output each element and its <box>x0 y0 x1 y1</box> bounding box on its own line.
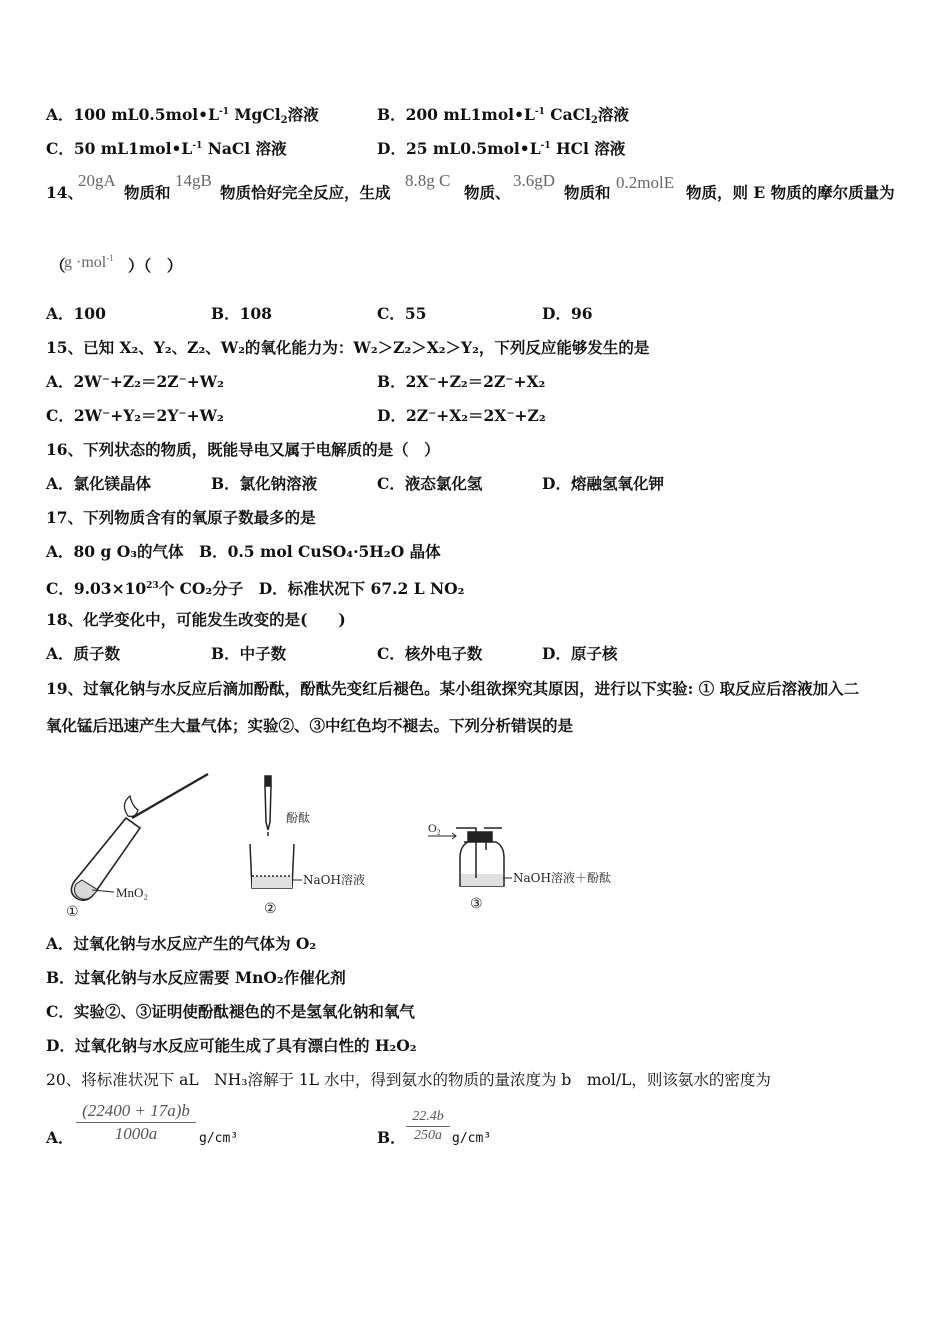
q14-text-4: 物质和 <box>564 183 611 202</box>
q17-options-ab: A．80 g O₃的气体 B．0.5 mol CuSO₄·5H₂O 晶体 <box>46 542 441 561</box>
q20-option-b-label: B． <box>377 1128 406 1147</box>
experiment-2-number: ② <box>264 901 277 917</box>
q18-option-d: D．原子核 <box>542 644 618 663</box>
q13-option-b: B．200 $mL1mol•L^{-1}$ CaCl$_2$溶液 <box>377 105 629 126</box>
q16-option-d: D．熔融氢氧化钾 <box>542 474 664 493</box>
q20-b-denominator: 250a <box>414 1128 442 1143</box>
q13-option-a: A．100 $mL0.5mol•L^{-1}$ MgCl$_2$溶液 <box>46 105 319 126</box>
q14-mass-b: 14gB <box>175 171 212 190</box>
phenolphthalein-label: 酚酞 <box>286 811 311 825</box>
q18-stem: 18、化学变化中，可能发生改变的是( ) <box>46 610 346 629</box>
q17-stem: 17、下列物质含有的氧原子数最多的是 <box>46 508 316 527</box>
q15-option-d: D．2Z⁻+X₂＝2X⁻+Z₂ <box>377 406 546 425</box>
q15-option-a: A．2W⁻+Z₂＝2Z⁻+W₂ <box>46 372 224 391</box>
q14-text-5: 物质，则 E 物质的摩尔质量为 <box>686 183 895 202</box>
experiment-1-test-tube <box>71 774 208 900</box>
q14-option-c: C．55 <box>377 304 427 323</box>
q14-number: 14、 <box>46 183 84 202</box>
mno2-label: MnO₂ <box>116 885 148 900</box>
q20-stem: 20、将标准状况下 aL NH₃溶解于 1L 水中，得到氨水的物质的量浓度为 b mol/L，则该氨水的密度为 <box>46 1071 771 1089</box>
q16-stem: 16、下列状态的物质，既能导电又属于电解质的是（ ） <box>46 440 440 459</box>
q20-a-numerator: (22400 + 17a)b <box>82 1101 190 1120</box>
q13-option-d: D．25 $mL0.5mol•L^{-1}$ HCl 溶液 <box>377 139 626 158</box>
q20-option-b-unit: g/cm³ <box>452 1131 492 1146</box>
q14-mass-d: 3.6gD <box>513 171 556 190</box>
q18-option-c: C．核外电子数 <box>377 644 483 663</box>
q20-b-numerator: 22.4b <box>412 1109 444 1124</box>
experiment-2-beaker <box>250 776 302 888</box>
q20-option-a-unit: g/cm³ <box>199 1131 239 1146</box>
q16-option-c: C．液态氯化氢 <box>377 474 483 493</box>
q14-mass-a: 20gA <box>78 171 116 190</box>
q14-text-1: 物质和 <box>124 183 171 202</box>
q19-experiment-figure <box>56 770 626 920</box>
q15-option-c: C．2W⁻+Y₂＝2Y⁻+W₂ <box>46 406 224 425</box>
oxygen-label: O₂ <box>428 821 441 835</box>
experiment-3-number: ③ <box>470 896 483 912</box>
q14-option-b: B．108 <box>211 304 272 323</box>
q17-options-cd: C．$9.03\times 10^{23}$个 CO₂分子 D．标准状况下 67.2 L NO₂ <box>46 579 465 598</box>
q15-option-b: B．2X⁻+Z₂＝2Z⁻+X₂ <box>377 372 546 391</box>
q20-option-a-fraction <box>76 1100 196 1145</box>
naoh-solution-label: NaOH溶液 <box>303 873 365 887</box>
q19-stem-line-1: 19、过氧化钠与水反应后滴加酚酞，酚酞先变红后褪色。某小组欲探究其原因，进行以下实验: ① 取反应后溶液加入二 <box>46 679 860 698</box>
q19-stem-line-2: 氧化锰后迅速产生大量气体；实验②、③中红色均不褪去。下列分析错误的是 <box>46 716 574 735</box>
q19-option-a: A．过氧化钠与水反应产生的气体为 O₂ <box>46 934 317 953</box>
q20-option-a-label: A． <box>46 1128 74 1147</box>
q13-option-c: C．50 $mL1mol•L^{-1}$ NaCl 溶液 <box>46 139 287 158</box>
q14-mass-c: 8.8g C <box>405 171 451 190</box>
q15-stem: 15、已知 X₂、Y₂、Z₂、W₂的氧化能力为：W₂＞Z₂＞X₂＞Y₂，下列反应能够发生的是 <box>46 338 650 357</box>
q14-unit-line: （ <box>50 256 66 275</box>
q18-option-b: B．中子数 <box>211 644 287 663</box>
q18-option-a: A．质子数 <box>46 644 121 663</box>
q19-option-d: D．过氧化钠与水反应可能生成了具有漂白性的 H₂O₂ <box>46 1036 417 1055</box>
naoh-phenolphthalein-label: NaOH溶液＋酚酞 <box>513 871 611 885</box>
q14-option-a: A．100 <box>46 304 106 323</box>
q19-option-c: C．实验②、③证明使酚酞褪色的不是氢氧化钠和氧气 <box>46 1002 415 1021</box>
q14-answer-bracket: ）（ ） <box>128 256 183 275</box>
q14-text-3: 物质、 <box>464 183 511 202</box>
q14-mole-e: 0.2molE <box>616 173 675 192</box>
q14-unit: g ·mol$^{-1}$ <box>64 253 114 271</box>
q16-option-a: A．氯化镁晶体 <box>46 474 152 493</box>
experiment-3-gas-bottle <box>428 828 512 886</box>
q14-text-2: 物质恰好完全反应，生成 <box>220 183 391 202</box>
q14-option-d: D．96 <box>542 304 593 323</box>
q20-a-denominator: 1000a <box>114 1124 158 1143</box>
q20-option-b-fraction <box>406 1108 450 1145</box>
q16-option-b: B．氯化钠溶液 <box>211 474 318 493</box>
experiment-1-number: ① <box>66 904 79 920</box>
q19-option-b: B．过氧化钠与水反应需要 MnO₂作催化剂 <box>46 968 346 987</box>
